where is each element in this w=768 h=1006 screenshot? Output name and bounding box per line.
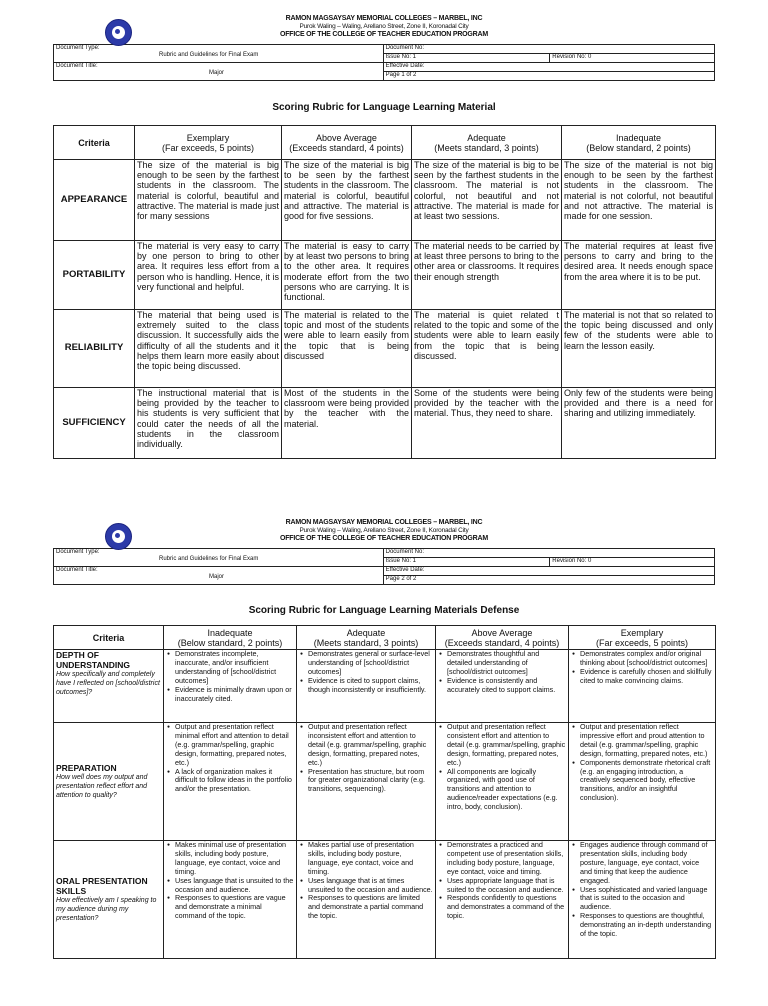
column-header: Inadequate (Below standard, 2 points) [164, 626, 297, 650]
rubric-cell: The material is related to the topic and most of the students were able to learn easily from the topic that is being discussed [282, 310, 412, 388]
rubric-cell: ● Demonstrates general or surface-level understanding of [school/district outcomes] ● Evidence is cited to support claims, though inconsistently or insufficiently. [297, 650, 436, 723]
rubric-cell: ● Demonstrates a practiced and competent use of presentation skills, including body posture, language, eye contact, voice and timing. ● Uses appropriate language that is suited to the occasion and audience. ● Responds confidently to questions and demonstrates a command of the topic. [436, 841, 569, 959]
criterion-preparation: PREPARATION How well does my output and presentation reflect effort and attention to quality? [54, 723, 164, 841]
table-row [54, 241, 716, 310]
rubric-cell: The material is easy to carry by at least two persons to bring to the other area. It requires moderate effort from the two persons who are carrying. It is functional. [282, 241, 412, 310]
criterion-reliability: RELIABILITY [54, 310, 135, 388]
rubric-cell: The material needs to be carried by at least three persons to bring to the other area or classrooms. It requires their enough strength [412, 241, 562, 310]
issue-no: Issue No: 1 [383, 54, 550, 63]
doc-title-label: Document Title: [56, 63, 98, 69]
effective-date: Effective Date: [383, 567, 714, 576]
column-header: Above Average (Exceeds standard, 4 points) [436, 626, 569, 650]
rubric-cell: The size of the material is big to be seen by the farthest students in the classroom. The material is colorful, beautiful and attractive. The material is good for five sessions. [282, 160, 412, 241]
rubric-cell: The material is very easy to carry by one person to bring to other area. It requires less effort from a person who is handling. Hence, it is very functional and helpful. [135, 241, 282, 310]
doc-no-label: Document No: [383, 549, 714, 558]
doc-no-label: Document No: [383, 45, 714, 54]
table-row [54, 310, 716, 388]
rubric-cell: The material is not that so related to the topic being discussed and only few of the students were able to learn the lesson easily. [562, 310, 716, 388]
criterion-portability: PORTABILITY [54, 241, 135, 310]
college-address: Purok Waling – Waling, Arellano Street, Zone II, Koronadal City [299, 23, 469, 30]
college-address: Purok Waling – Waling, Arellano Street, Zone II, Koronadal City [299, 527, 469, 534]
page-1-header [53, 14, 715, 81]
rubric-cell: ● Demonstrates incomplete, inaccurate, and/or insufficient understanding of [school/district outcomes] ● Evidence is minimally drawn upon or inaccurately cited. [164, 650, 297, 723]
table-row [54, 650, 716, 723]
column-header: Above Average (Exceeds standard, 4 points) [282, 126, 412, 160]
criterion-oral-presentation-skills: ORAL PRESENTATION SKILLS How effectively am I speaking to my audience during my presentation? [54, 841, 164, 959]
table-row [54, 841, 716, 959]
rubric-cell: ● Engages audience through command of presentation skills, including body posture, language, eye contact, voice and timing that keep the audience engaged. ● Uses sophisticated and varied language that is suited to the occasion and audience. ● Responses to questions are thoughtful, demonstrating an in-depth understanding of the topic. [569, 841, 716, 959]
rubric-cell: ● Makes partial use of presentation skills, including body posture, language, eye contact, voice and timing. ● Uses language that is at times unsuited to the occasion and audience. ● Responses to questions are limited and demonstrate a partial command the topic. [297, 841, 436, 959]
criterion-sufficiency: SUFFICIENCY [54, 388, 135, 459]
rubric-cell: ● Output and presentation reflect impressive effort and proud attention to detail (e.g. grammar/spelling, graphic design, formatting, prepared notes, etc.) ● Components demonstrate rhetorical craft (e.g. an engaging introduction, a creatively sequenced body, effective transitions, and/or an insightful conclusion). [569, 723, 716, 841]
effective-date: Effective Date: [383, 63, 714, 72]
column-header: Exemplary (Far exceeds, 5 points) [135, 126, 282, 160]
column-header: Adequate (Meets standard, 3 points) [412, 126, 562, 160]
revision-no: Revision No: 0 [550, 558, 715, 567]
doc-title-label: Document Title: [56, 567, 98, 573]
document-meta-table [53, 44, 715, 81]
document-meta-table [53, 548, 715, 585]
defense-rubric-table [53, 625, 716, 959]
rubric-cell: Some of the students were being provided by the teacher with the material. Thus, they need to share. [412, 388, 562, 459]
doc-type-label: Document Type: [56, 549, 100, 555]
rubric-cell: The size of the material is big to be seen by the farthest students in the classroom. The material is not colorful, not beautiful and not attractive. The material is made for at least two sessions. [412, 160, 562, 241]
page-number: Page 1 of 2 [383, 72, 714, 81]
criteria-header: Criteria [54, 626, 164, 650]
rubric-cell: Most of the students in the classroom were being provided by the teacher with the material. [282, 388, 412, 459]
rubric-cell: The material requires at least five persons to carry and bring to the desired area. It needs enough space from the area where it is to be put. [562, 241, 716, 310]
office-name: OFFICE OF THE COLLEGE OF TEACHER EDUCATION PROGRAM [279, 535, 489, 542]
column-header: Inadequate (Below standard, 2 points) [562, 126, 716, 160]
rubric-cell: The size of the material is not big enough to be seen by the farthest students in the classroom. The material is not colorful, not beautiful and not attractive. The material is made for one session. [562, 160, 716, 241]
rubric-cell: Only few of the students were being provided and there is a need for sharing and utilizing immediately. [562, 388, 716, 459]
table-header-row [54, 126, 716, 160]
column-header: Exemplary (Far exceeds, 5 points) [569, 626, 716, 650]
rubric-cell: The material is quiet related t related to the topic and some of the students were able to learn easily from the topic that is being discussed. [412, 310, 562, 388]
language-material-rubric-table [53, 125, 716, 459]
college-name: RAMON MAGSAYSAY MEMORIAL COLLEGES – MARBEL, INC [285, 519, 483, 526]
college-seal-icon [105, 19, 132, 46]
rubric-cell: ● Output and presentation reflect minimal effort and attention to detail (e.g. grammar/spelling, graphic design, formatting, prepared notes, etc.) ● A lack of organization makes it difficult to follow ideas in the portfolio and/or the presentation. [164, 723, 297, 841]
doc-type-value: Rubric and Guidelines for Final Exam [159, 52, 259, 59]
rubric-cell: The material that being used is extremely suited to the class discussion. It successfully aids the difficulty of all the students and it helps them learn more easily about the topic being discussed. [135, 310, 282, 388]
revision-no: Revision No: 0 [550, 54, 715, 63]
page-number: Page 2 of 2 [383, 576, 714, 585]
doc-title-value: Major [209, 574, 225, 581]
table-header-row [54, 626, 716, 650]
college-seal-icon [105, 523, 132, 550]
page-2-title: Scoring Rubric for Language Learning Materials Defense [248, 605, 520, 616]
rubric-cell: ● Output and presentation reflect consistent effort and attention to detail (e.g. grammar/spelling, graphic design, formatting, prepared notes, etc.) ● All components are logically organized, with good use of transitions and attention to audience/reader expectations (e.g. intro, body, conclusion). [436, 723, 569, 841]
rubric-cell: ● Output and presentation reflect inconsistent effort and attention to detail (e.g. grammar/spelling, graphic design, formatting, prepared notes, etc.) ● Presentation has structure, but room for greater organizational clarity (e.g. transitions, sequencing). [297, 723, 436, 841]
rubric-cell: The size of the material is big enough to be seen by the farthest students in the classroom. The material is colorful, beautiful and attractive. The material is made just for many sessions [135, 160, 282, 241]
doc-type-value: Rubric and Guidelines for Final Exam [159, 556, 259, 563]
doc-title-value: Major [209, 70, 225, 77]
table-row [54, 388, 716, 459]
criterion-depth-of-understanding: DEPTH OF UNDERSTANDING How specifically and completely have I reflected on [school/district outcomes]? [54, 650, 164, 723]
column-header: Adequate (Meets standard, 3 points) [297, 626, 436, 650]
rubric-cell: The instructional material that is being provided by the teacher to his students is very sufficient that could cater the needs of all the students in the classroom individually. [135, 388, 282, 459]
rubric-cell: ● Demonstrates thoughtful and detailed understanding of [school/district outcomes] ● Evidence is consistently and accurately cited to support claims. [436, 650, 569, 723]
rubric-cell: ● Makes minimal use of presentation skills, including body posture, language, eye contact, voice and timing. ● Uses language that is unsuited to the occasion and audience. ● Responses to questions are vague and demonstrate a minimal command of the topic. [164, 841, 297, 959]
criterion-appearance: APPEARANCE [54, 160, 135, 241]
page-1-title: Scoring Rubric for Language Learning Material [272, 102, 496, 113]
table-row [54, 723, 716, 841]
issue-no: Issue No: 1 [383, 558, 550, 567]
college-name: RAMON MAGSAYSAY MEMORIAL COLLEGES – MARBEL, INC [285, 15, 483, 22]
table-row [54, 160, 716, 241]
criteria-header: Criteria [54, 126, 135, 160]
page-2-header [53, 518, 715, 585]
office-name: OFFICE OF THE COLLEGE OF TEACHER EDUCATION PROGRAM [279, 31, 489, 38]
rubric-cell: ● Demonstrates complex and/or original thinking about [school/district outcomes] ● Evidence is carefully chosen and skillfully cited to make convincing claims. [569, 650, 716, 723]
doc-type-label: Document Type: [56, 45, 100, 51]
